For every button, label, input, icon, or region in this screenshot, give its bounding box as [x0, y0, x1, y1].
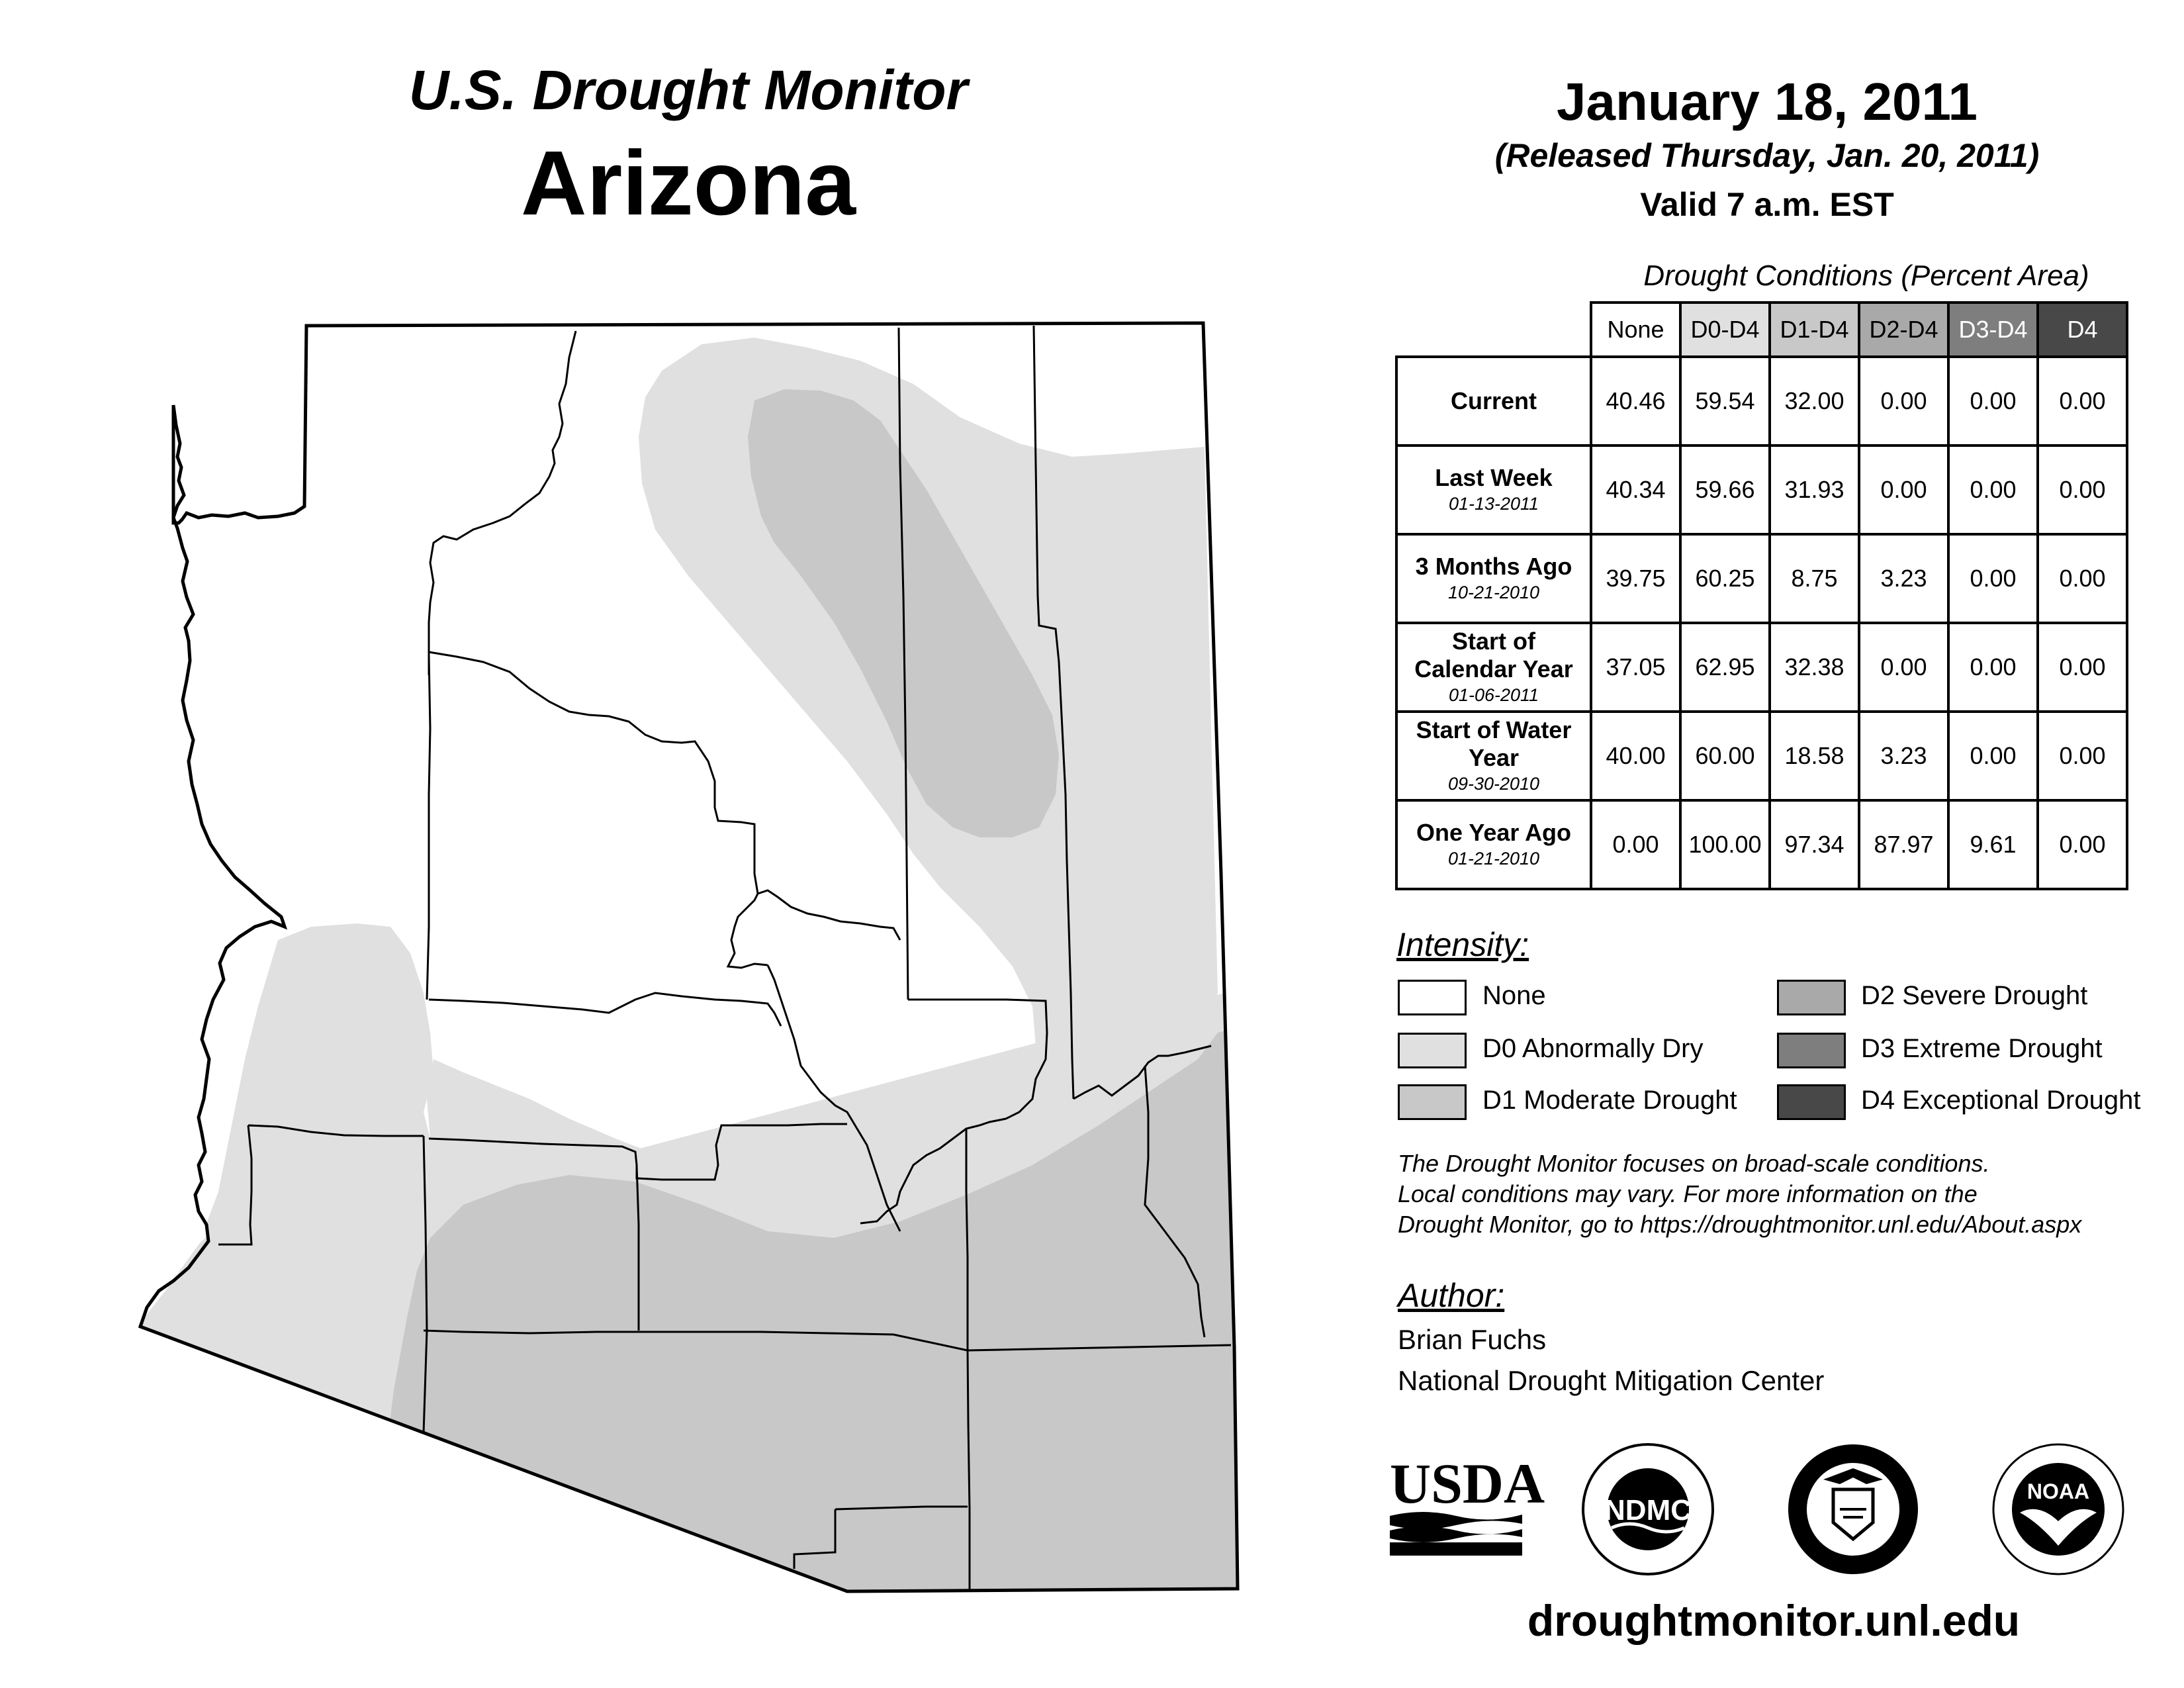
- table-row: [1396, 445, 2127, 534]
- table-cell: 3.23: [1859, 534, 1948, 623]
- legend-swatch-d2: [1777, 980, 1846, 1015]
- table-cell: 0.00: [1948, 623, 2038, 712]
- row-date: 01-06-2011: [1448, 685, 1539, 705]
- disclaimer-note: [1398, 1149, 2179, 1240]
- legend-label-d0: D0 Abnormally Dry: [1482, 1034, 1704, 1063]
- table-cell: 39.75: [1591, 534, 1680, 623]
- table-cell: 0.00: [1948, 534, 2038, 623]
- table-cell: 0.00: [1948, 357, 2038, 445]
- table-cell: 100.00: [1680, 800, 1770, 889]
- row-date: 09-30-2010: [1447, 774, 1540, 794]
- table-row: [1396, 712, 2127, 800]
- author-name: Brian Fuchs: [1398, 1324, 1547, 1355]
- table-cell: 8.75: [1770, 534, 1859, 623]
- note-line: Local conditions may vary. For more information on the: [1398, 1180, 1978, 1207]
- table-row: [1396, 357, 2127, 445]
- legend-swatch-d1: [1398, 1084, 1467, 1120]
- row-label-text: Start of Water Year: [1416, 716, 1572, 771]
- row-label-text: Start of Calendar Year: [1414, 628, 1573, 682]
- table-cell: 62.95: [1680, 623, 1770, 712]
- table-cell: 0.00: [2038, 357, 2127, 445]
- col-header-d3-d4: D3-D4: [1948, 303, 2038, 357]
- table-cell: 0.00: [2038, 445, 2127, 534]
- col-header-d0-d4: D0-D4: [1680, 303, 1770, 357]
- table-title: Drought Conditions (Percent Area): [1643, 259, 2089, 292]
- legend-label-d4: D4 Exceptional Drought: [1861, 1086, 2141, 1115]
- table-cell: 31.93: [1770, 445, 1859, 534]
- legend-swatch-d0: [1398, 1033, 1467, 1068]
- table-cell: 0.00: [1948, 445, 2038, 534]
- intensity-title: Intensity:: [1396, 926, 1529, 963]
- table-header-row: [1396, 303, 2127, 357]
- row-date: 10-21-2010: [1447, 583, 1540, 602]
- commerce-seal: [1788, 1444, 1918, 1574]
- table-cell: 32.00: [1770, 357, 1859, 445]
- row-label-text: Last Week: [1435, 464, 1553, 491]
- table-cell: 0.00: [1591, 800, 1680, 889]
- table-cell: 87.97: [1859, 800, 1948, 889]
- table-row: [1396, 534, 2127, 623]
- table-cell: 60.00: [1680, 712, 1770, 800]
- table-cell: 32.38: [1770, 623, 1859, 712]
- col-header-d4: D4: [2038, 303, 2127, 357]
- row-label: [1396, 623, 1591, 712]
- release-date: (Released Thursday, Jan. 20, 2011): [1494, 137, 2040, 174]
- ndmc-logo-text: NDMC: [1604, 1494, 1692, 1526]
- table-corner: [1396, 303, 1591, 357]
- table-cell: 40.00: [1591, 712, 1680, 800]
- table-cell: 37.05: [1591, 623, 1680, 712]
- legend-swatch-none: [1398, 980, 1467, 1015]
- row-label-text: One Year Ago: [1416, 819, 1572, 846]
- legend-swatch-d3: [1777, 1033, 1846, 1068]
- legend-label-d1: D1 Moderate Drought: [1482, 1086, 1737, 1115]
- row-label: [1396, 445, 1591, 534]
- table-cell: 3.23: [1859, 712, 1948, 800]
- note-line: The Drought Monitor focuses on broad-scale conditions.: [1398, 1150, 1990, 1177]
- legend-label-d2: D2 Severe Drought: [1861, 981, 2088, 1010]
- agency-logos: [1390, 1436, 2184, 1582]
- usda-logo: [1390, 1452, 1545, 1556]
- note-line: Drought Monitor, go to https://droughtmonitor.unl.edu/About.aspx: [1398, 1211, 2082, 1238]
- row-date: 01-21-2010: [1447, 849, 1540, 868]
- legend-swatch-d4: [1777, 1084, 1846, 1120]
- valid-time: Valid 7 a.m. EST: [1640, 186, 1894, 223]
- table-cell: 97.34: [1770, 800, 1859, 889]
- table-cell: 60.25: [1680, 534, 1770, 623]
- table-cell: 0.00: [2038, 800, 2127, 889]
- map-superhead: U.S. Drought Monitor: [408, 59, 968, 121]
- table-cell: 0.00: [2038, 712, 2127, 800]
- author-title: Author:: [1398, 1277, 1505, 1314]
- table-cell: 40.46: [1591, 357, 1680, 445]
- table-cell: 9.61: [1948, 800, 2038, 889]
- table-cell: 0.00: [2038, 623, 2127, 712]
- footer-url[interactable]: droughtmonitor.unl.edu: [1527, 1596, 2021, 1645]
- table-cell: 59.66: [1680, 445, 1770, 534]
- table-cell: 18.58: [1770, 712, 1859, 800]
- legend-label-none: None: [1482, 981, 1546, 1010]
- usda-logo-text: USDA: [1390, 1452, 1545, 1515]
- row-label: [1396, 800, 1591, 889]
- col-header-d2-d4: D2-D4: [1859, 303, 1948, 357]
- row-label: [1396, 712, 1591, 800]
- table-cell: 40.34: [1591, 445, 1680, 534]
- row-label: [1396, 357, 1591, 445]
- noaa-logo-text: NOAA: [2026, 1479, 2090, 1503]
- row-date: 01-13-2011: [1448, 494, 1539, 514]
- legend-label-d3: D3 Extreme Drought: [1861, 1034, 2103, 1063]
- table-cell: 59.54: [1680, 357, 1770, 445]
- col-header-none: None: [1591, 303, 1680, 357]
- row-label-text: Current: [1450, 387, 1537, 414]
- noaa-logo: [1993, 1444, 2123, 1574]
- drought-conditions-table: [1395, 301, 2128, 890]
- author-org: National Drought Mitigation Center: [1398, 1365, 1825, 1396]
- map-date: January 18, 2011: [1556, 72, 1978, 131]
- table-row: [1396, 623, 2127, 712]
- row-label-text: 3 Months Ago: [1415, 553, 1572, 580]
- state-title: Arizona: [520, 132, 856, 234]
- table-cell: 0.00: [1948, 712, 2038, 800]
- table-cell: 0.00: [1859, 623, 1948, 712]
- row-label: [1396, 534, 1591, 623]
- table-cell: 0.00: [2038, 534, 2127, 623]
- table-cell: 0.00: [1859, 357, 1948, 445]
- ndmc-logo: [1583, 1444, 1713, 1574]
- table-cell: 0.00: [1859, 445, 1948, 534]
- table-row: [1396, 800, 2127, 889]
- col-header-d1-d4: D1-D4: [1770, 303, 1859, 357]
